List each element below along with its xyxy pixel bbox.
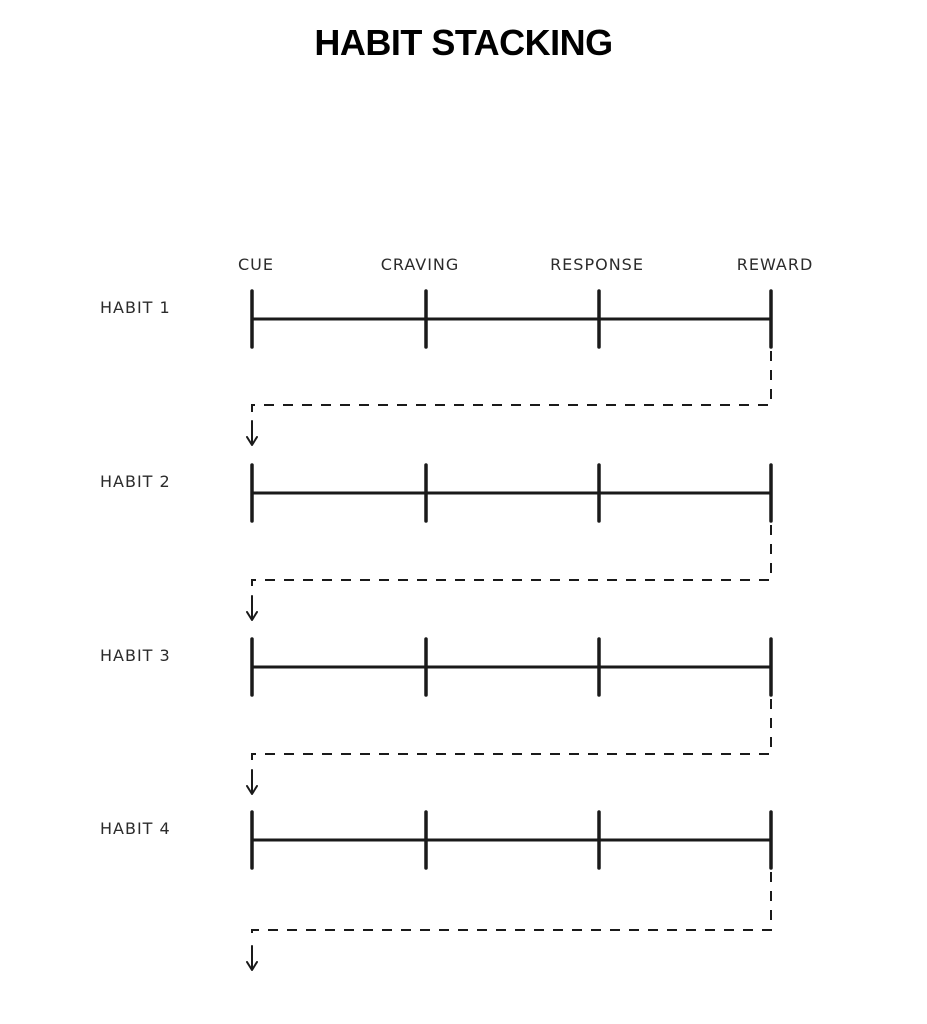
habit-row-3 xyxy=(100,639,771,695)
habit-label: HABIT 3 xyxy=(100,646,171,665)
habit-label: HABIT 4 xyxy=(100,819,171,838)
down-arrow-icon xyxy=(247,770,257,794)
stack-connector-4 xyxy=(247,872,771,970)
dashed-connector xyxy=(252,351,771,417)
habit-row-4 xyxy=(100,812,771,868)
habit-row-1 xyxy=(100,291,771,347)
down-arrow-icon xyxy=(247,946,257,970)
stage-label-reward: REWARD xyxy=(736,255,814,274)
habit-label: HABIT 2 xyxy=(100,472,171,491)
stage-label-cue: CUE xyxy=(238,255,274,274)
stage-label-craving: CRAVING xyxy=(380,255,460,274)
connectors xyxy=(247,351,771,970)
dashed-connector xyxy=(252,525,771,592)
stage-labels xyxy=(238,255,813,274)
habit-row-2 xyxy=(100,465,771,521)
stack-connector-2 xyxy=(247,525,771,620)
page-title: HABIT STACKING xyxy=(314,22,613,63)
stack-connector-1 xyxy=(247,351,771,445)
down-arrow-icon xyxy=(247,421,257,445)
stack-connector-3 xyxy=(247,699,771,794)
habit-label: HABIT 1 xyxy=(100,298,171,317)
down-arrow-icon xyxy=(247,596,257,620)
dashed-connector xyxy=(252,872,771,942)
stage-label-response: RESPONSE xyxy=(550,255,644,274)
dashed-connector xyxy=(252,699,771,766)
